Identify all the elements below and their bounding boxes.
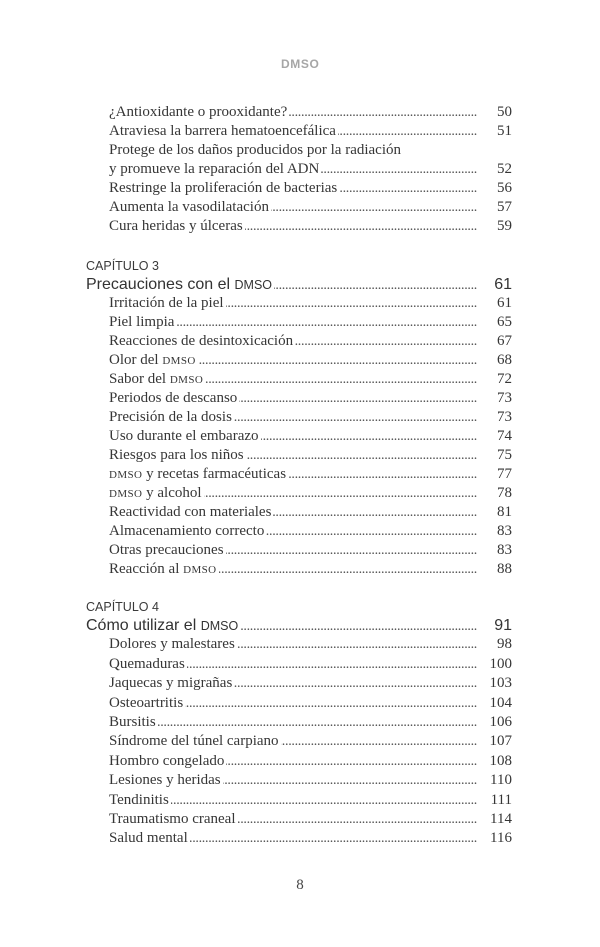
toc-entry [86,160,512,179]
entry-title: Periodos de descanso [109,390,238,406]
entry-title: Quemaduras [109,655,185,672]
dot-leader [321,160,477,179]
entry-page: 67 [497,333,512,349]
dot-leader [288,465,477,484]
chapter-title-row [86,275,512,294]
dot-leader [239,389,477,408]
toc-entry [86,332,512,351]
toc-entry [86,294,512,313]
entry-page: 73 [497,390,512,406]
dot-leader [273,503,477,522]
toc-entry [86,122,512,141]
entry-title: Precisión de la dosis [109,409,232,425]
running-header: DMSO [281,57,320,71]
entry-page: 74 [497,428,512,444]
entry-title: Bursitis [109,713,156,730]
dot-leader [261,427,477,446]
chapter-title-smallcaps: DMSO [234,278,273,292]
toc-entry [86,655,512,674]
entry-title: Lesiones y heridas [109,772,221,789]
entry-title-line1: Protege de los daños producidos por la radiación [109,141,402,158]
chapter-title-row [86,616,512,635]
entry-title: Restringe la proliferación de bacterias [109,179,338,196]
entry-page: 110 [490,772,512,789]
dot-leader [219,560,477,579]
entry-page: 73 [497,409,512,425]
chapter-title-text: Precauciones con el [86,276,235,293]
dot-leader [289,103,477,122]
entry-title: Jaquecas y migrañas [109,675,233,692]
toc-entry [86,752,512,771]
dot-leader [185,694,477,713]
entry-page: 104 [489,694,512,711]
toc-chapter-4 [86,598,512,849]
entry-title: Traumatismo craneal [109,810,236,827]
entry-page: 52 [497,160,512,177]
entry-title: Hombro congelado [109,752,225,769]
chapter-page: 91 [494,617,512,634]
entry-title: Osteoartritis [109,694,184,711]
toc-entry [86,389,512,408]
entry-title: y promueve la reparación del ADN [109,160,320,177]
toc-entry [86,810,512,829]
toc-entry [86,179,512,198]
dot-leader [271,198,477,217]
chapter-label: CAPÍTULO 3 [86,259,159,273]
toc-entry [86,446,512,465]
entry-title: Dolores y malestares [109,636,235,653]
dot-leader [226,752,477,771]
entry-title: Piel limpia [109,314,175,330]
entry-page: 108 [489,752,512,769]
entry-title: Uso durante el embarazo [109,428,259,444]
dot-leader [237,635,477,654]
dot-leader [234,674,477,693]
toc-entry [86,427,512,446]
chapter-label: CAPÍTULO 4 [86,600,159,614]
entry-page: 111 [490,791,512,808]
toc-entry [86,370,512,389]
dot-leader [266,522,477,541]
toc-entry [86,635,512,654]
chapter-title [86,616,238,636]
toc-entry [86,541,512,560]
entry-page: 77 [497,466,512,482]
toc-entry [86,465,512,484]
entry-page: 103 [489,675,512,692]
toc-chapter-3 [86,257,512,579]
toc-entry [86,313,512,332]
entry-title: Reacciones de desintoxicación [109,333,294,349]
toc-entry [86,829,512,848]
entry-page: 56 [497,179,512,196]
dot-leader [190,829,477,848]
toc-entry [86,217,512,236]
entry-page: 107 [489,733,512,750]
entry-title: Sabor del DMSO [109,371,204,387]
entry-title: Salud mental [109,830,188,847]
dot-leader [223,771,477,790]
toc-entry [86,674,512,693]
dot-leader [281,732,477,751]
entry-page: 72 [497,371,512,387]
entry-page: 57 [497,198,512,215]
entry-title: Otras precauciones [109,542,224,558]
dot-leader [234,408,477,427]
entry-page: 51 [497,122,512,139]
toc-entry [86,694,512,713]
dot-leader [246,446,477,465]
entry-page: 78 [497,485,512,501]
entry-page: 59 [497,217,512,234]
toc-entry-line1 [86,141,512,160]
dot-leader [295,332,477,351]
entry-title: Tendinitis [109,791,169,808]
toc-entry [86,503,512,522]
toc-entry [86,732,512,751]
dot-leader [245,217,477,236]
entry-title: Reactividad con materiales [109,504,272,520]
entry-page: 114 [490,810,512,827]
toc-entry [86,522,512,541]
dot-leader [238,810,478,829]
entry-title: DMSO y alcohol [109,485,202,501]
dot-leader [240,617,477,636]
dot-leader [204,484,477,503]
entry-page: 88 [497,561,512,577]
entry-title: Atraviesa la barrera hematoencefálica [109,122,336,139]
entry-title: Irritación de la piel [109,295,224,311]
entry-title: Cura heridas y úlceras [109,217,243,234]
chapter-title [86,275,272,295]
dot-leader [274,276,477,295]
entry-title: ¿Antioxidante o prooxidante? [109,103,288,120]
toc-continued-section [86,103,512,236]
page-number: 8 [296,877,304,893]
entry-page: 98 [497,636,512,653]
toc-entry [86,484,512,503]
dot-leader [226,541,477,560]
chapter-page: 61 [494,276,512,293]
entry-page: 68 [497,352,512,368]
entry-title: Reacción al DMSO [109,561,217,577]
entry-page: 61 [497,295,512,311]
entry-page: 83 [497,523,512,539]
toc-entry [86,198,512,217]
toc-entry [86,791,512,810]
toc-entry [86,103,512,122]
entry-page: 50 [497,103,512,120]
entry-page: 81 [497,504,512,520]
entry-title: Olor del DMSO [109,352,196,368]
entry-page: 106 [489,713,512,730]
dot-leader [187,655,477,674]
dot-leader [176,313,477,332]
entry-title: Riesgos para los niños [109,447,244,463]
chapter-title-text: Cómo utilizar el [86,617,201,634]
entry-title: Aumenta la vasodilatación [109,198,269,215]
dot-leader [226,294,477,313]
entry-title: Síndrome del túnel carpiano [109,733,279,750]
entry-page: 100 [489,655,512,672]
entry-title: DMSO y recetas farmacéuticas [109,466,287,482]
dot-leader [158,713,477,732]
toc-entry [86,560,512,579]
entry-page: 75 [497,447,512,463]
entry-page: 65 [497,314,512,330]
dot-leader [171,791,477,810]
entry-page: 83 [497,542,512,558]
chapter-title-smallcaps: DMSO [200,619,239,633]
entry-page: 116 [490,830,512,847]
entry-title: Almacenamiento correcto [109,523,265,539]
dot-leader [205,370,477,389]
toc-entry [86,408,512,427]
toc-entry [86,771,512,790]
toc-entry [86,351,512,370]
dot-leader [198,351,477,370]
dot-leader [338,122,477,141]
toc-entry [86,713,512,732]
dot-leader [339,179,477,198]
